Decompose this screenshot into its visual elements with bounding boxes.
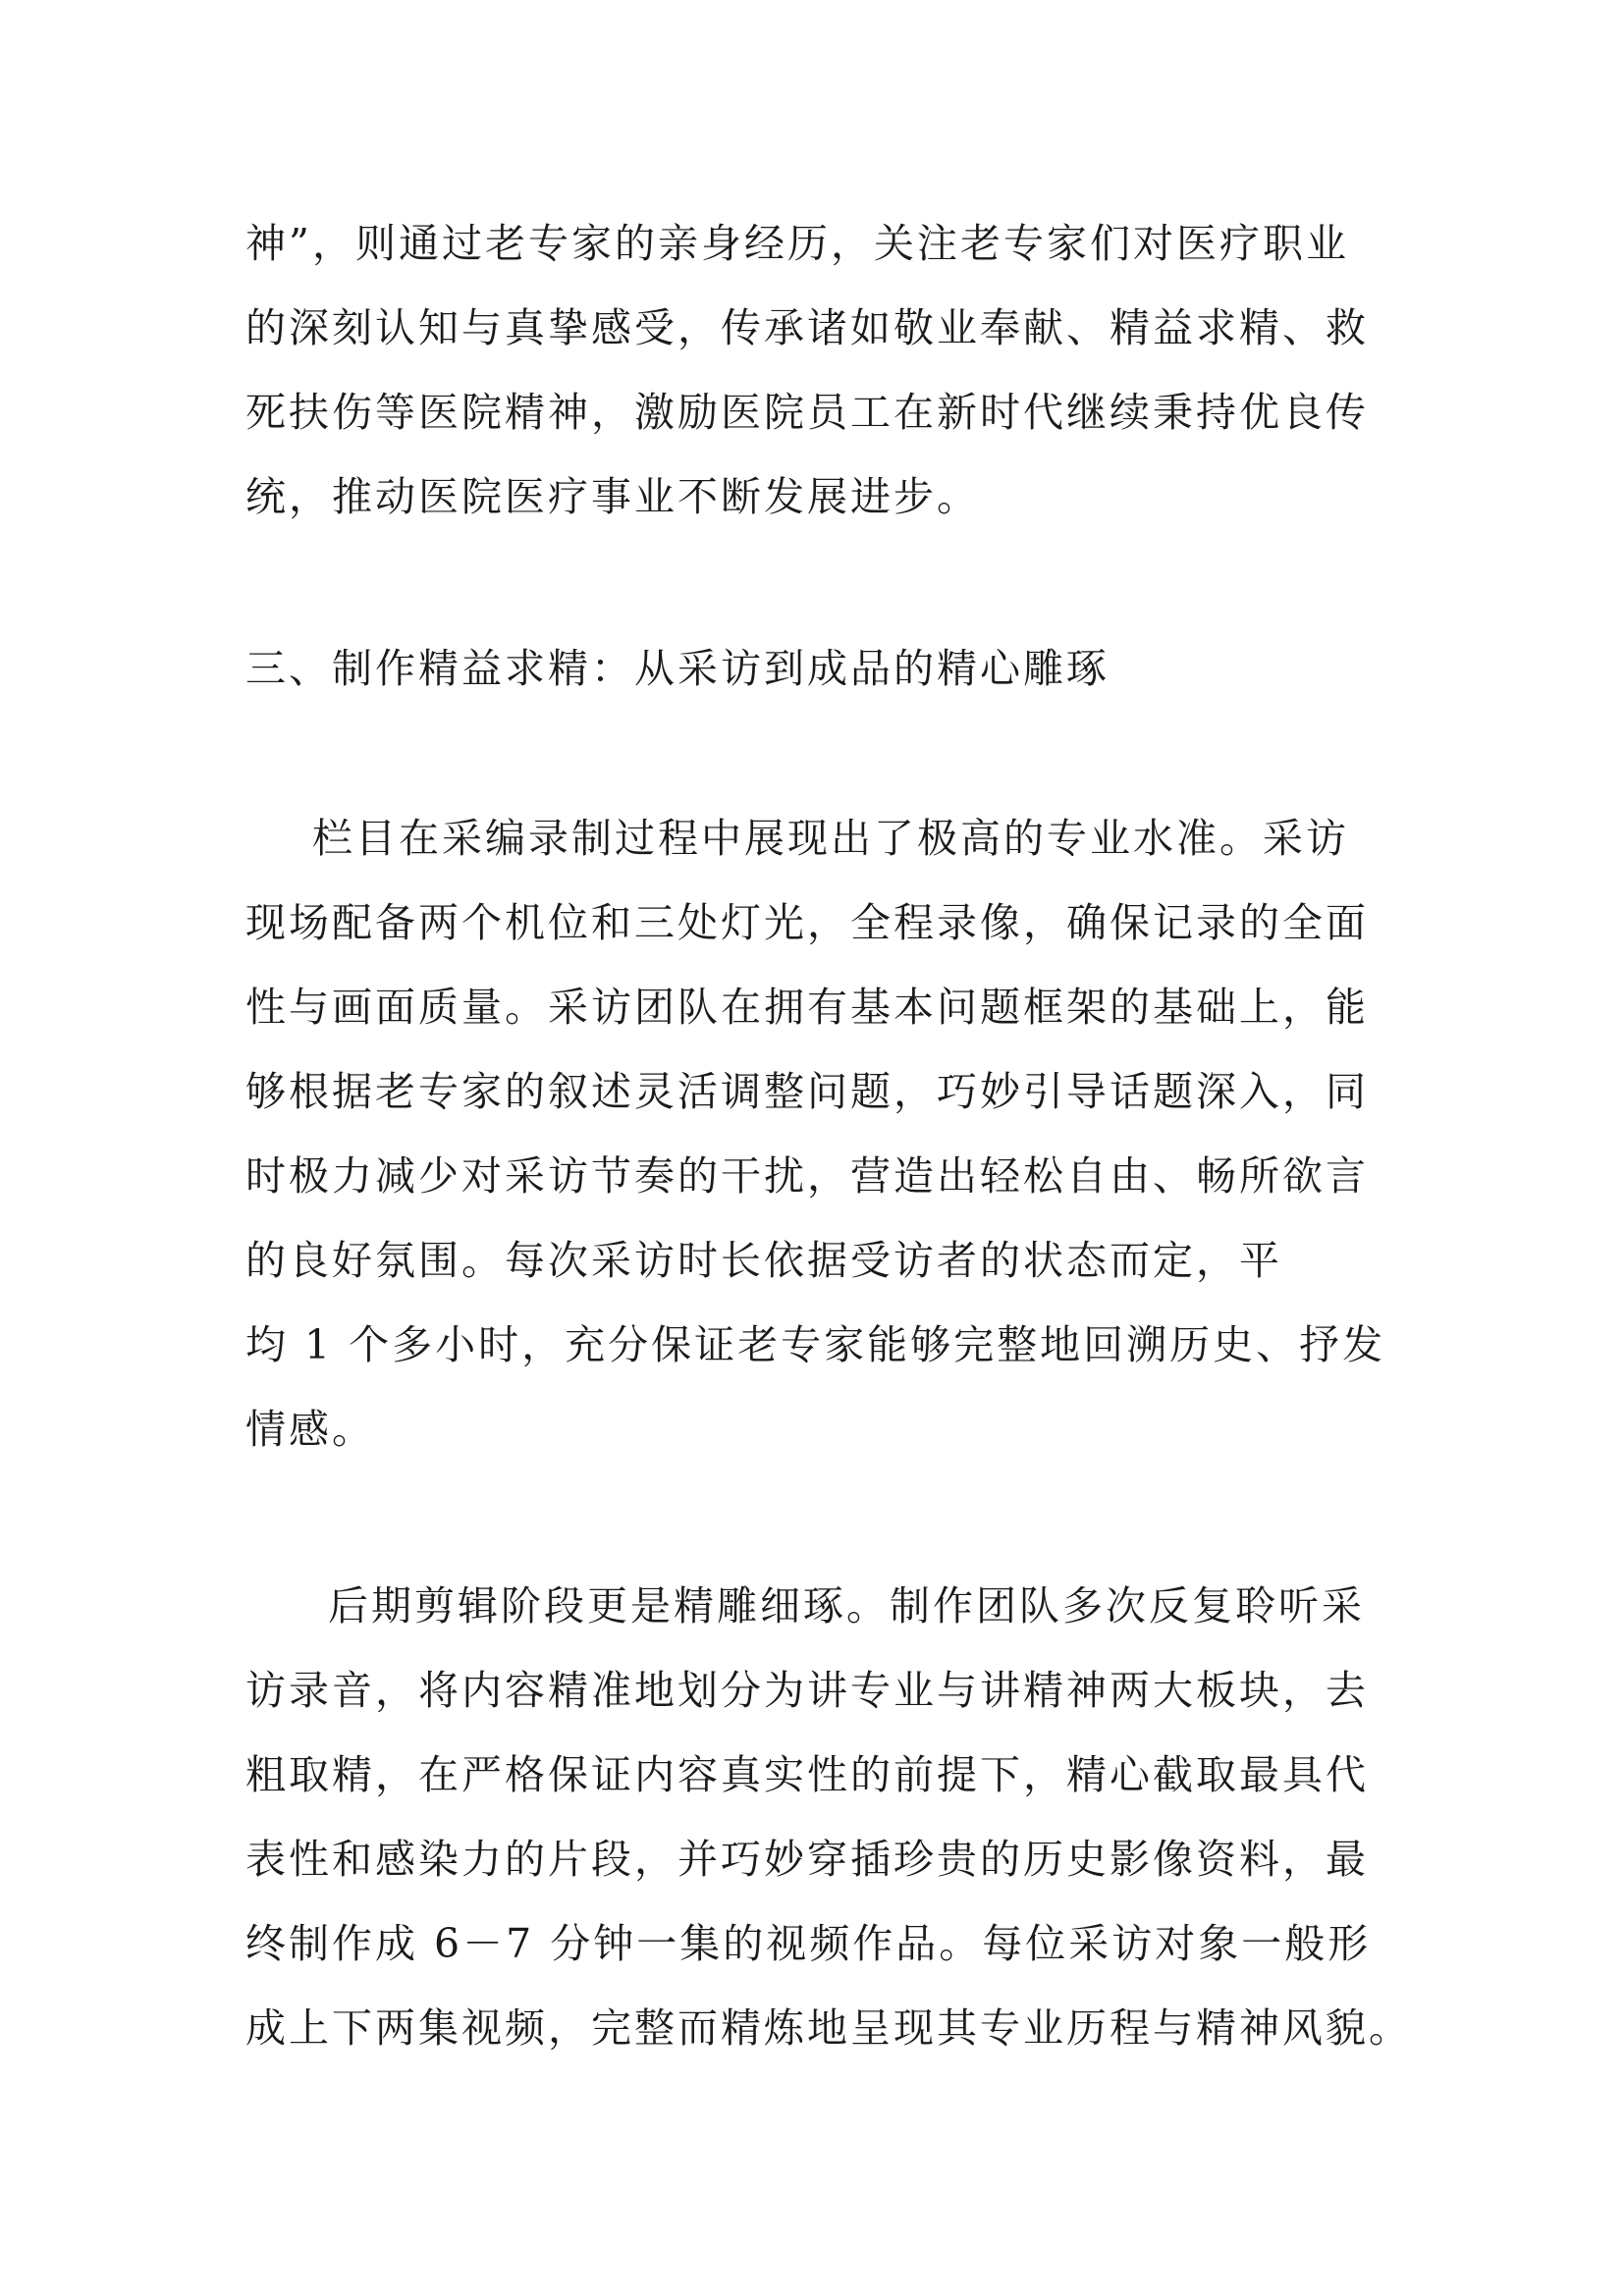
- paragraph-2-line-2: 现场配备两个机位和三处灯光，全程录像，确保记录的全面: [245, 899, 1369, 946]
- paragraph-1-line-2: 的深刻认知与真挚感受，传承诸如敬业奉献、精益求精、救: [245, 304, 1369, 351]
- paragraph-3-line-6: 成上下两集视频，完整而精炼地呈现其专业历程与精神风貌。: [245, 2004, 1412, 2052]
- paragraph-3-line-1: 后期剪辑阶段更是精雕细琢。制作团队多次反复聆听采: [328, 1582, 1365, 1629]
- paragraph-2-line-1: 栏目在采编录制过程中展现出了极高的专业水准。采访: [312, 815, 1349, 862]
- paragraph-3-line-4: 表性和感染力的片段，并巧妙穿插珍贵的历史影像资料，最: [245, 1836, 1369, 1883]
- paragraph-2-line-5: 时极力减少对采访节奏的干扰，营造出轻松自由、畅所欲言: [245, 1152, 1369, 1200]
- paragraph-2-line-7: 均 1 个多小时，充分保证老专家能够完整地回溯历史、抒发: [245, 1321, 1386, 1368]
- paragraph-2-line-4: 够根据老专家的叙述灵活调整问题，巧妙引导话题深入，同: [245, 1068, 1369, 1115]
- paragraph-3-line-2: 访录音，将内容精准地划分为讲专业与讲精神两大板块，去: [245, 1667, 1369, 1714]
- paragraph-2-line-3: 性与画面质量。采访团队在拥有基本问题框架的基础上，能: [245, 984, 1369, 1031]
- paragraph-1-line-1: 神”，则通过老专家的亲身经历，关注老专家们对医疗职业: [245, 220, 1349, 267]
- section-heading: 三、制作精益求精：从采访到成品的精心雕琢: [245, 645, 1110, 692]
- paragraph-2-line-8: 情感。: [245, 1406, 375, 1453]
- paragraph-3-line-5: 终制作成 6－7 分钟一集的视频作品。每位采访对象一般形: [245, 1920, 1372, 1967]
- paragraph-1-line-4: 统，推动医院医疗事业不断发展进步。: [245, 473, 980, 520]
- paragraph-2-line-6: 的良好氛围。每次采访时长依据受访者的状态而定，平: [245, 1237, 1282, 1284]
- paragraph-3-line-3: 粗取精，在严格保证内容真实性的前提下，精心截取最具代: [245, 1751, 1369, 1798]
- paragraph-1-line-3: 死扶伤等医院精神，激励医院员工在新时代继续秉持优良传: [245, 389, 1369, 436]
